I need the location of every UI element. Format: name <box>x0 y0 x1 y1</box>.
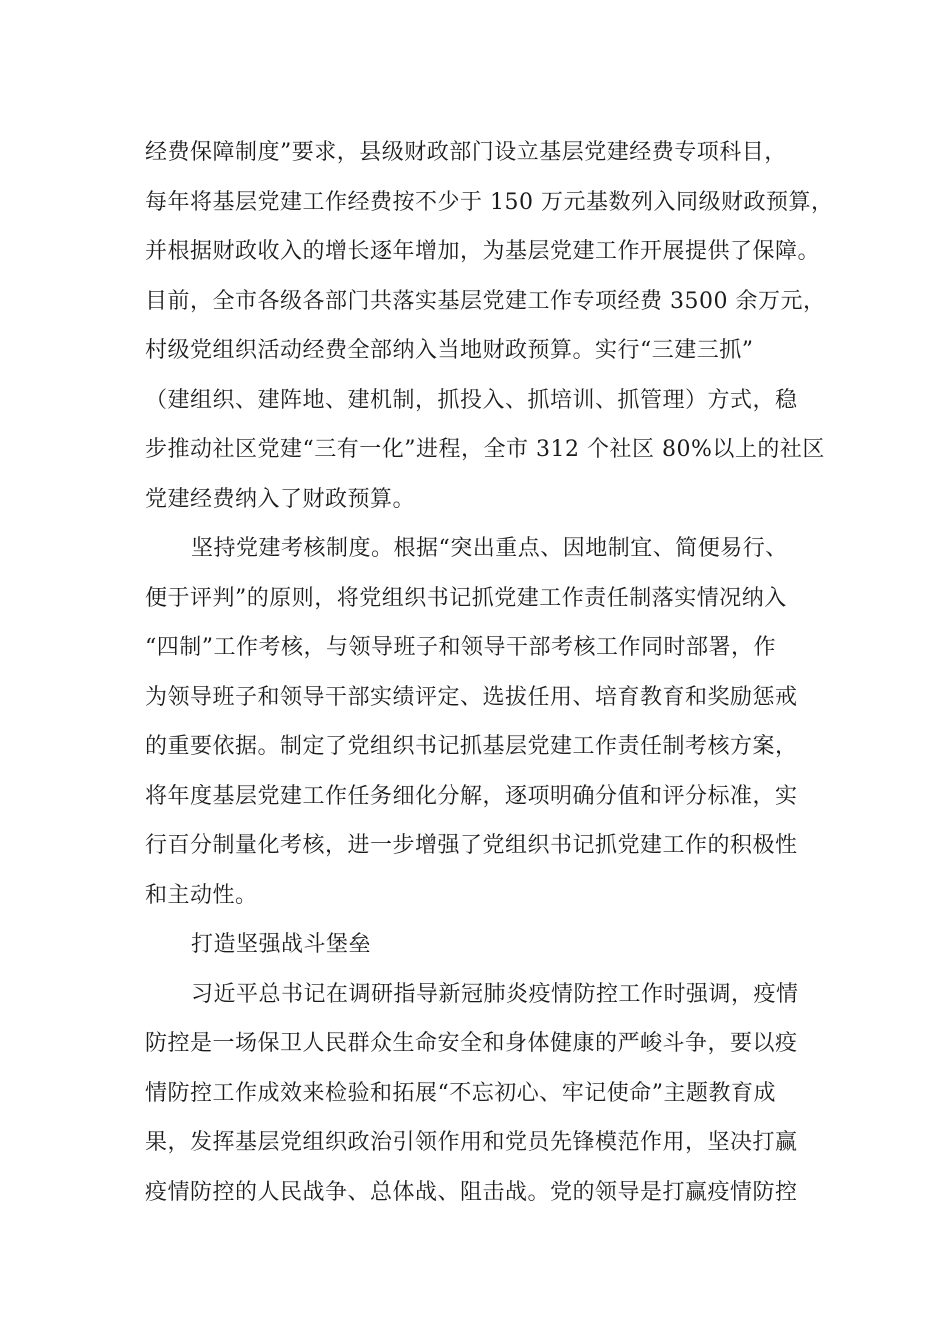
p2-line-5: 的重要依据。制定了党组织书记抓基层党建工作责任制考核方案， <box>145 734 798 759</box>
p1-line-8: 党建经费纳入了财政预算。 <box>145 486 416 512</box>
document-body <box>145 128 835 1217</box>
p1-line-2: 每年将基层党建工作经费按不少于 150 万元基数列入同级财政预算， <box>145 189 834 215</box>
p1-line-3: 并根据财政收入的增长逐年增加，为基层党建工作开展提供了保障。 <box>145 239 821 264</box>
p3-line-3: 情防控工作成效来检验和拓展“不忘初心、牢记使命”主题教育成 <box>145 1080 776 1106</box>
p1-line-1: 经费保障制度”要求，县级财政部门设立基层党建经费专项科目， <box>145 140 787 165</box>
p3-line-1: 习近平总书记在调研指导新冠肺炎疫情防控工作时强调，疫情 <box>191 981 799 1007</box>
section-heading: 打造坚强战斗堡垒 <box>191 932 372 957</box>
p2-line-7: 行百分制量化考核，进一步增强了党组织书记抓党建工作的积极性 <box>145 833 798 858</box>
p1-line-6: （建组织、建阵地、建机制，抓投入、抓培训、抓管理）方式，稳 <box>145 387 798 413</box>
p3-line-5: 疫情防控的人民战争、总体战、阻击战。党的领导是打赢疫情防控 <box>145 1179 798 1205</box>
p1-line-4: 目前，全市各级各部门共落实基层党建工作专项经费 3500 余万元， <box>145 288 826 314</box>
p1-line-7: 步推动社区党建“三有一化”进程，全市 312 个社区 80%以上的社区 <box>145 437 825 462</box>
p2-line-8: 和主动性。 <box>145 882 258 908</box>
p2-line-2: 便于评判”的原则，将党组织书记抓党建工作责任制落实情况纳入 <box>145 585 787 611</box>
p2-line-1: 坚持党建考核制度。根据“突出重点、因地制宜、简便易行、 <box>191 536 788 561</box>
p2-line-4: 为领导班子和领导干部实绩评定、选拔任用、培育教育和奖励惩戒 <box>145 684 798 710</box>
p3-line-4: 果，发挥基层党组织政治引领作用和党员先锋模范作用，坚决打赢 <box>145 1130 798 1155</box>
p3-line-2: 防控是一场保卫人民群众生命安全和身体健康的严峻斗争，要以疫 <box>145 1031 798 1056</box>
p2-line-3: “四制”工作考核，与领导班子和领导干部考核工作同时部署，作 <box>145 635 776 660</box>
p1-line-5: 村级党组织活动经费全部纳入当地财政预算。实行“三建三抓” <box>145 338 754 363</box>
p2-line-6: 将年度基层党建工作任务细化分解，逐项明确分值和评分标准，实 <box>145 783 798 809</box>
